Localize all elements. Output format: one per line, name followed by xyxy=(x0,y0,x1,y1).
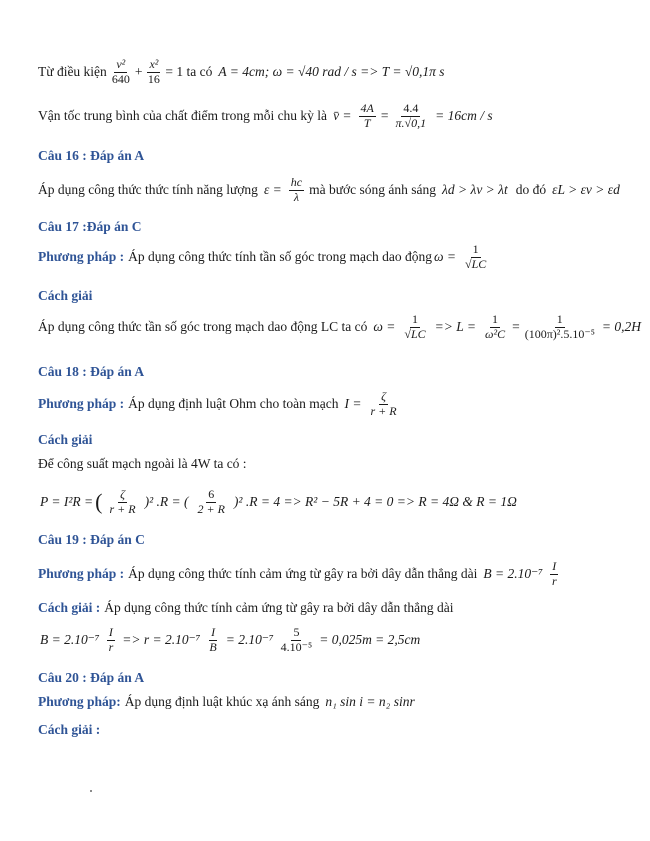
label: Phương pháp : xyxy=(38,566,125,582)
fraction xyxy=(400,313,429,342)
formula: λd > λv > λt xyxy=(442,182,508,198)
heading-cau-16: Câu 16 : Đáp án A xyxy=(38,148,145,163)
formula: = 16cm / s xyxy=(435,108,493,124)
numerator: 1 xyxy=(492,312,499,326)
line-cach-giai-19 xyxy=(38,600,454,616)
formula: B = 2.10⁻⁷ xyxy=(483,566,543,582)
numerator: 1 xyxy=(556,312,563,326)
text: Áp dụng định luật Ohm cho toàn mạch xyxy=(128,396,339,412)
formula: I = xyxy=(344,396,362,412)
text: do đó xyxy=(515,182,547,198)
formula: => r = 2.10⁻⁷ xyxy=(122,632,201,648)
label: Phương pháp: xyxy=(38,694,121,709)
text: mà bước sóng ánh sáng xyxy=(309,182,437,198)
heading-cach-giai-20: Cách giải : xyxy=(38,722,101,737)
formula: )² .R = ( xyxy=(144,494,189,510)
line-b-formula xyxy=(38,626,422,655)
equals: = xyxy=(380,108,389,124)
line-cong-suat: Để công suất mạch ngoài là 4W ta có : xyxy=(38,456,247,471)
numerator: 1 xyxy=(472,242,479,256)
fraction xyxy=(287,176,306,205)
paren-open: ( xyxy=(95,489,103,515)
fraction xyxy=(205,626,220,655)
numerator: 4A xyxy=(360,101,374,115)
text: = 1 ta có xyxy=(165,64,213,80)
text: Áp dụng công thức thức tính năng lượng xyxy=(38,182,258,198)
denominator: √LC xyxy=(465,256,487,271)
fraction xyxy=(105,488,139,517)
fraction xyxy=(145,58,162,87)
formula: A = 4cm; ω = √40 rad / s => T = √0,1π s xyxy=(218,64,445,80)
heading-cau-19: Câu 19 : Đáp án C xyxy=(38,532,145,547)
heading-cau-18: Câu 18 : Đáp án A xyxy=(38,364,145,379)
line-phuong-phap-18 xyxy=(38,390,404,419)
label: Phương pháp : xyxy=(38,249,125,265)
heading-cau-20: Câu 20 : Đáp án A xyxy=(38,670,145,685)
formula: v̄ = xyxy=(333,108,352,124)
formula: εL > εv > εd xyxy=(552,182,620,198)
denominator: 16 xyxy=(147,71,160,86)
line-dieu-kien xyxy=(38,58,447,87)
line-phuong-phap-17 xyxy=(38,243,493,272)
text: Áp dụng định luật khúc xạ ánh sáng xyxy=(124,694,320,709)
heading-cau-17: Câu 17 :Đáp án C xyxy=(38,219,142,234)
formula: = 0,025m = 2,5cm xyxy=(319,632,421,648)
formula: P = I²R = xyxy=(40,494,94,510)
fraction xyxy=(357,102,378,131)
formula: )² .R = 4 => R² − 5R + 4 = 0 => R = 4Ω & R = 1Ω xyxy=(233,494,517,510)
line-phuong-phap-20 xyxy=(38,694,417,710)
denominator: (100π)².5.10⁻⁵ xyxy=(524,326,595,341)
line-van-toc xyxy=(38,102,495,131)
fraction xyxy=(110,58,132,87)
denominator: r xyxy=(108,639,114,654)
numerator: 6 xyxy=(208,487,215,501)
formula: ω = xyxy=(373,319,396,335)
formula: ε = xyxy=(263,182,282,198)
line-tan-so-goc xyxy=(38,313,643,342)
denominator: λ xyxy=(293,189,300,204)
numerator: v² xyxy=(116,57,126,71)
stray-dot xyxy=(90,790,92,792)
text: Áp dụng công thức tính cảm ứng từ gây ra bởi dây dẫn thẳng dài xyxy=(128,566,478,582)
denominator: r + R xyxy=(370,403,397,418)
label: Cách giải : xyxy=(38,600,101,615)
fraction xyxy=(523,313,597,342)
fraction xyxy=(366,390,400,419)
line-p-formula xyxy=(38,488,519,517)
denominator: T xyxy=(363,115,371,130)
fraction xyxy=(105,626,118,655)
fraction xyxy=(548,560,561,589)
denominator: 640 xyxy=(111,71,130,86)
denominator: 2 + R xyxy=(197,501,225,516)
heading-cach-giai-18: Cách giải xyxy=(38,432,93,447)
formula: n₁ sin i = n₂ sinr xyxy=(325,694,415,709)
text: Vận tốc trung bình của chất điểm trong mỗi chu kỳ là xyxy=(38,108,328,124)
denominator: B xyxy=(209,639,217,654)
formula: B = 2.10⁻⁷ xyxy=(40,632,100,648)
line-nang-luong xyxy=(38,176,622,205)
numerator: 5 xyxy=(293,625,300,639)
formula: = 2.10⁻⁷ xyxy=(225,632,274,648)
formula: = 0,2H xyxy=(601,319,641,335)
numerator: x² xyxy=(149,57,159,71)
line-phuong-phap-19 xyxy=(38,560,564,589)
fraction xyxy=(279,626,315,655)
text: Áp dụng công thức tần số góc trong mạch dao động LC ta có xyxy=(38,319,368,335)
numerator: 4.4 xyxy=(403,101,419,115)
text: Từ điều kiện xyxy=(38,64,107,80)
plus-sign: + xyxy=(134,64,143,80)
denominator: π.√0,1 xyxy=(395,115,427,130)
heading-cach-giai-17: Cách giải xyxy=(38,288,93,303)
numerator: hc xyxy=(290,175,303,189)
text: Áp dụng công thức tính cảm ứng từ gây ra bởi dây dẫn thẳng dài xyxy=(104,600,454,615)
denominator: r xyxy=(551,573,557,588)
formula: ω = xyxy=(434,249,457,265)
denominator: r + R xyxy=(109,501,136,516)
denominator: ω²C xyxy=(485,326,506,341)
fraction xyxy=(481,313,509,342)
numerator: 1 xyxy=(412,312,419,326)
numerator: I xyxy=(108,625,113,639)
denominator: √LC xyxy=(404,326,426,341)
numerator: I xyxy=(211,625,216,639)
fraction xyxy=(193,488,228,517)
numerator: ζ xyxy=(381,389,386,403)
numerator: I xyxy=(552,559,557,573)
denominator: 4.10⁻⁵ xyxy=(280,639,313,654)
formula: => L = xyxy=(434,319,477,335)
numerator: ζ xyxy=(120,487,125,501)
label: Phương pháp : xyxy=(38,396,125,412)
fraction xyxy=(392,102,431,131)
equals: = xyxy=(512,319,520,335)
fraction xyxy=(461,243,490,272)
text: Áp dụng công thức tính tần số góc trong mạch dao động xyxy=(128,249,432,265)
